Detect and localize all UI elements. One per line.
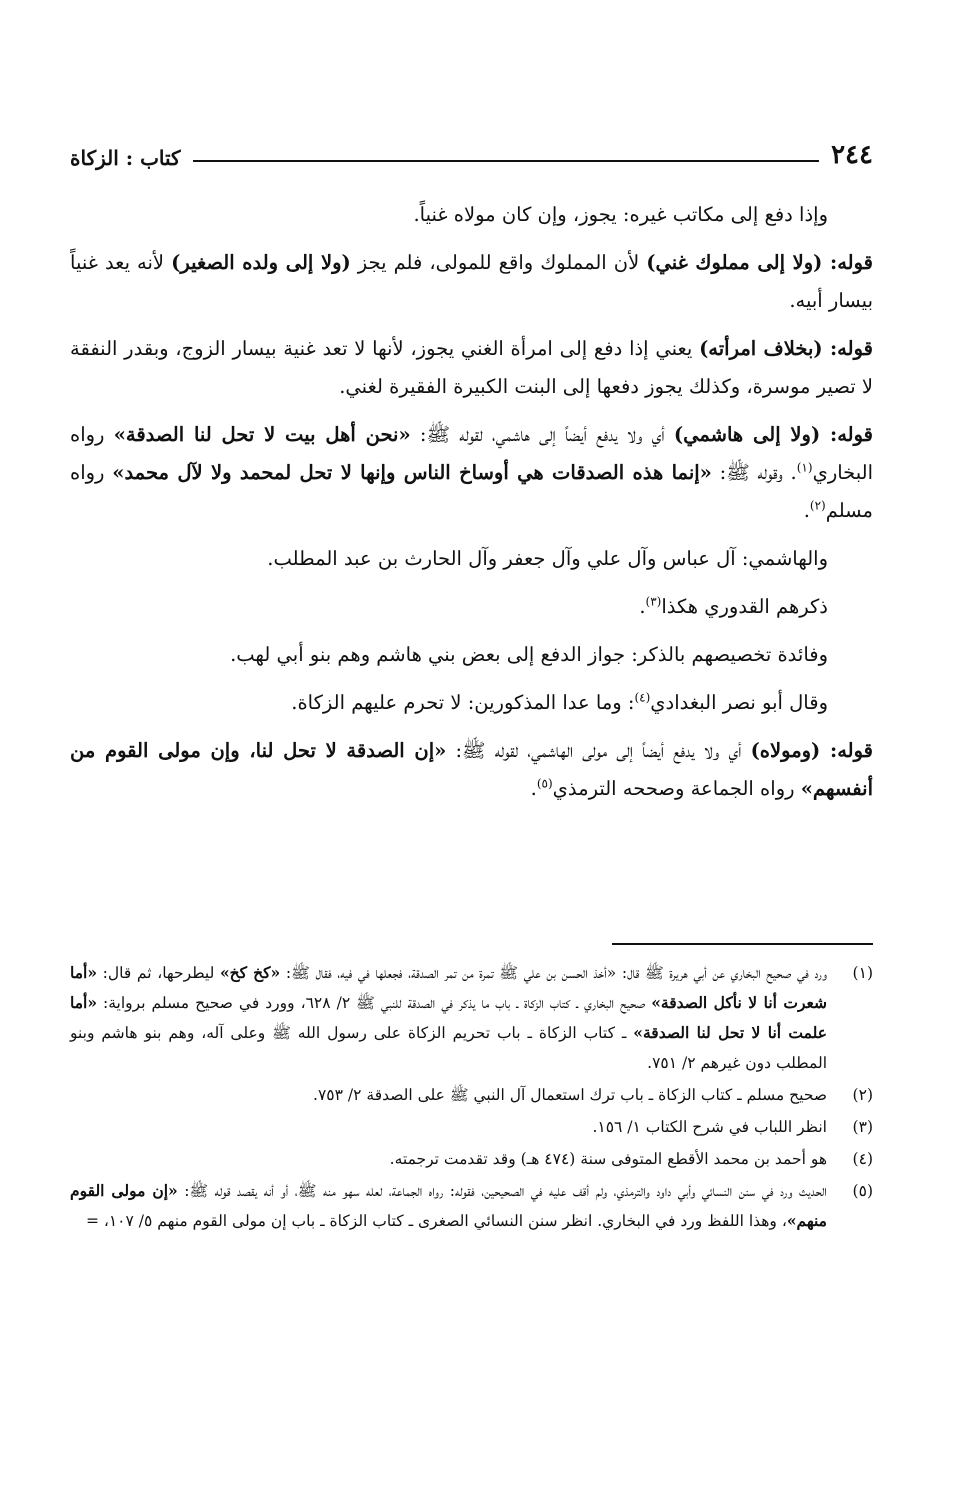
- paragraph-text: أي ولا يدفع أيضاً إلى هاشمي، لقوله ﷺ:: [410, 423, 674, 446]
- footnote-ref[interactable]: (٤): [634, 690, 651, 705]
- paragraph-7: [70, 636, 873, 674]
- paragraph-text: .: [803, 499, 810, 522]
- paragraph-3: [70, 330, 873, 406]
- footnote-bold: «أما شعرت أنا لا نأكل الصدقة»: [70, 963, 828, 1012]
- footnote-text-part: ـ كتاب الزكاة ـ باب تحريم الزكاة على رسول الله ﷺ وعلى آله، وهم بنو هاشم وبنو المطلب دون غيرهم ٢/ ٧٥١.: [70, 1024, 827, 1072]
- qawluhu-label: قوله:: [830, 251, 874, 274]
- paragraph-text: رواه مسلم: [70, 461, 873, 522]
- paragraph-text: لأنه يعد غنياً بيسار أبيه.: [70, 251, 873, 312]
- paragraph-text: .: [530, 777, 537, 800]
- footnote-text: [70, 1176, 827, 1236]
- footnote-1: [70, 958, 873, 1078]
- footnote-text: انظر اللباب في شرح الكتاب ١/ ١٥٦.: [592, 1118, 827, 1136]
- qawluhu-label: قوله:: [830, 739, 873, 762]
- footnote-3: [70, 1112, 873, 1142]
- footnote-ref[interactable]: (٢): [809, 498, 826, 513]
- paragraph-text: رواه البخاري: [70, 423, 874, 484]
- paragraph-text: لأن المملوك واقع للمولى، فلم يجز: [350, 251, 647, 274]
- footnote-separator: [612, 943, 873, 945]
- footnote-5: [70, 1176, 873, 1236]
- footnote-number: (٥): [852, 1182, 873, 1200]
- footnote-bold: «إن مولى القوم منهم»: [70, 1181, 827, 1230]
- paragraph-4: [70, 416, 873, 530]
- footnote-bold: «أما علمت أنا لا تحل لنا الصدقة»: [70, 993, 827, 1042]
- paragraph-text: : وما عدا المذكورين: لا تحرم عليهم الزكاة.: [291, 691, 635, 714]
- paragraph-text: وقال أبو نصر البغدادي: [650, 691, 828, 714]
- running-header: [70, 132, 873, 168]
- paragraph-2: [70, 244, 873, 320]
- bold-quote: (ولا إلى ولده الصغير): [171, 251, 351, 274]
- footnote-text-part: صحيح البخاري ـ كتاب الزكاة ـ باب ما يذكر في الصدقة للنبي ﷺ ٢/ ٦٢٨، وورد في صحيح مسلم برواية:: [97, 994, 652, 1012]
- paragraph-6: [70, 588, 873, 626]
- header-rule: [193, 160, 820, 162]
- book-title: كتاب : الزكاة: [70, 146, 181, 170]
- footnote-number: (١): [852, 964, 873, 982]
- paragraph-text: والهاشمي: آل عباس وآل علي وآل جعفر وآل الحارث بن عبد المطلب.: [267, 547, 828, 570]
- main-text: [70, 196, 873, 818]
- footnote-bold: «كخ كخ»: [219, 963, 281, 982]
- paragraph-8: [70, 684, 873, 722]
- paragraph-text: ذكرهم القدوري هكذا: [661, 595, 828, 618]
- footnote-ref[interactable]: (٥): [536, 776, 553, 791]
- paragraph-1: [70, 196, 873, 234]
- bold-quote: (ولا إلى مملوك غني): [646, 251, 831, 274]
- paragraph-text: يعني إذا دفع إلى امرأة الغني يجوز، لأنها لا تعد غنية بيسار الزوج، وبقدر النفقة لا تصير موسرة، وكذلك يجوز دفعها إلى البنت الكبيرة الفقيرة لغني.: [70, 337, 873, 398]
- footnote-ref[interactable]: (٣): [645, 594, 662, 609]
- footnote-text-part: ورد في صحيح البخاري عن أبي هريرة ﷺ قال: «أخذ الحسن بن علي ﷺ تمرة من تمر الصدقة، فجعلها في فيه، فقال ﷺ:: [280, 964, 828, 982]
- qawluhu-label: قوله:: [829, 337, 873, 360]
- paragraph-text: .: [639, 595, 646, 618]
- footnote-text: [70, 958, 827, 1078]
- paragraph-9: [70, 732, 873, 808]
- footnote-number: (٢): [852, 1086, 873, 1104]
- footnote-text-part: الحديث ورد في سنن النسائي وأبي داود والترمذي، ولم أقف عليه في الصحيحين، فقوله: رواه الجماعة، لعله سهو منه ﷺ، أو أنه يقصد قوله ﷺ:: [177, 1182, 827, 1200]
- page-number: ٢٤٤: [831, 140, 873, 170]
- footnote-text-part: ليطرحها، ثم قال:: [97, 964, 220, 982]
- paragraph-text: أي ولا يدفع أيضاً إلى مولى الهاشمي، لقوله ﷺ:: [446, 739, 751, 762]
- hadith-quote: «نحن أهل بيت لا تحل لنا الصدقة»: [113, 423, 411, 446]
- qawluhu-label: قوله:: [830, 423, 873, 446]
- footnote-number: (٤): [852, 1150, 873, 1168]
- paragraph-text: وإذا دفع إلى مكاتب غيره: يجوز، وإن كان مولاه غنياً.: [413, 203, 828, 226]
- footnote-text: صحيح مسلم ـ كتاب الزكاة ـ باب ترك استعمال آل النبي ﷺ على الصدقة ٢/ ٧٥٣.: [313, 1086, 827, 1104]
- footnote-ref[interactable]: (١): [796, 460, 813, 475]
- bold-quote: (ومولاه): [750, 739, 830, 762]
- footnote-4: [70, 1144, 873, 1174]
- footnote-text: هو أحمد بن محمد الأقطع المتوفى سنة (٤٧٤ هـ) وقد تقدمت ترجمته.: [389, 1150, 827, 1168]
- footnotes: [70, 958, 873, 1238]
- bold-quote: (ولا إلى هاشمي): [673, 423, 830, 446]
- bold-quote: (بخلاف امرأته): [699, 337, 830, 360]
- footnote-number: (٣): [852, 1118, 873, 1136]
- paragraph-5: [70, 540, 873, 578]
- paragraph-text: رواه الجماعة وصححه الترمذي: [552, 777, 801, 800]
- hadith-quote: «إنما هذه الصدقات هي أوساخ الناس وإنها لا تحل لمحمد ولا لآل محمد»: [112, 461, 712, 484]
- hadith-quote: «إن الصدقة لا تحل لنا، وإن مولى القوم من أنفسهم»: [70, 739, 873, 800]
- footnote-text-part: ، وهذا اللفظ ورد في البخاري. انظر سنن النسائي الصغرى ـ كتاب الزكاة ـ باب إن مولى القوم منهم ٥/ ١٠٧، =: [85, 1212, 787, 1230]
- paragraph-text: وفائدة تخصيصهم بالذكر: جواز الدفع إلى بعض بني هاشم وهم بنو أبي لهب.: [230, 643, 828, 666]
- paragraph-text: . وقوله ﷺ:: [711, 461, 797, 484]
- footnote-2: [70, 1080, 873, 1110]
